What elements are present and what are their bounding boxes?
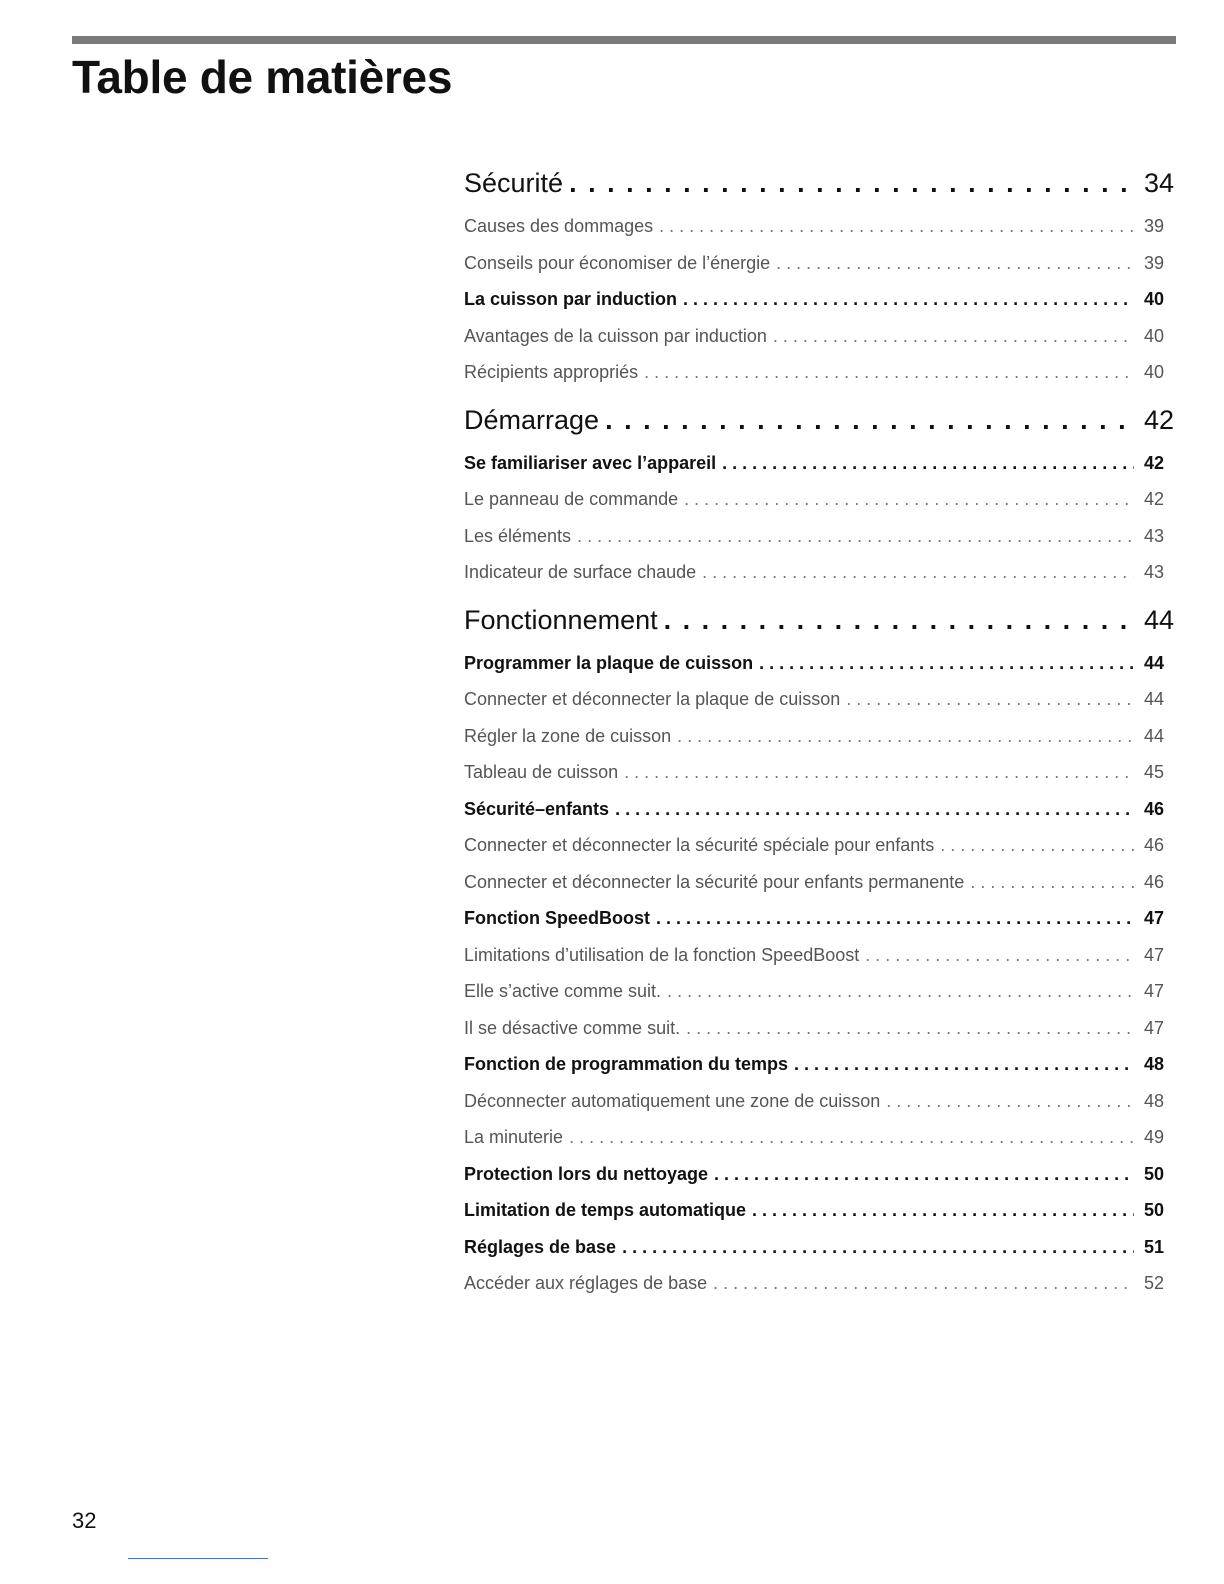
toc-section[interactable] xyxy=(464,164,1174,202)
toc-entry-label: Régler la zone de cuisson xyxy=(464,725,672,746)
dot-leader xyxy=(569,1119,1134,1156)
toc-entry-label: Récipients appropriés xyxy=(464,362,639,382)
dot-leader xyxy=(656,900,1134,937)
toc-entry-label: Programmer la plaque de cuisson xyxy=(464,652,754,673)
toc-subsection[interactable] xyxy=(464,900,1164,937)
dot-leader xyxy=(684,481,1134,518)
toc-entry-page: 45 xyxy=(1143,762,1164,782)
top-rule xyxy=(72,36,1176,44)
toc-subsection[interactable] xyxy=(464,645,1164,682)
toc-entry-label: Elle s’active comme suit. xyxy=(464,981,662,1001)
toc-entry[interactable] xyxy=(464,208,1164,245)
dot-leader xyxy=(794,1046,1134,1083)
toc-entry-page: 47 xyxy=(1143,908,1164,928)
dot-leader xyxy=(569,164,1134,202)
toc-entry[interactable] xyxy=(464,973,1164,1010)
toc-entry-page: 47 xyxy=(1143,1017,1164,1038)
dot-leader xyxy=(714,1156,1134,1193)
toc-entry-page: 40 xyxy=(1143,362,1164,382)
dot-leader xyxy=(605,401,1134,439)
dot-leader xyxy=(886,1083,1134,1120)
toc-subsection[interactable] xyxy=(464,1046,1164,1083)
toc-entry[interactable] xyxy=(464,1265,1164,1302)
toc-entry-label: Accéder aux réglages de base xyxy=(464,1273,708,1293)
toc-entry[interactable] xyxy=(464,827,1164,864)
toc-entry-page: 42 xyxy=(1143,452,1164,473)
toc-entry-page: 39 xyxy=(1143,216,1164,236)
toc-entry-page: 52 xyxy=(1143,1273,1164,1293)
toc-subsection[interactable] xyxy=(464,1229,1164,1266)
toc-entry-page: 47 xyxy=(1143,981,1164,1001)
toc-entry[interactable] xyxy=(464,864,1164,901)
toc-entry-label: La cuisson par induction xyxy=(464,289,678,309)
toc-entry-label: Les éléments xyxy=(464,525,572,546)
dot-leader xyxy=(865,937,1134,974)
dot-leader xyxy=(722,445,1134,482)
toc-subsection[interactable] xyxy=(464,791,1164,828)
toc-section[interactable] xyxy=(464,601,1174,639)
toc-entry-page: 42 xyxy=(1143,489,1164,509)
toc-entry-label: Fonction de programmation du temps xyxy=(464,1054,789,1074)
toc-entry-label: Causes des dommages xyxy=(464,216,654,236)
toc-entry-page: 42 xyxy=(1143,404,1174,435)
toc-entry-label: Connecter et déconnecter la sécurité spéciale pour enfants xyxy=(464,835,935,855)
dot-leader xyxy=(683,281,1134,318)
toc-entry-page: 48 xyxy=(1143,1090,1164,1111)
footer-line xyxy=(128,1558,268,1559)
dot-leader xyxy=(846,681,1134,718)
page-number: 32 xyxy=(72,1508,97,1533)
toc-entry[interactable] xyxy=(464,354,1164,391)
toc-entry-page: 44 xyxy=(1143,652,1164,673)
toc-entry-label: Démarrage xyxy=(464,404,600,435)
toc-entry[interactable] xyxy=(464,245,1164,282)
toc-entry-page: 39 xyxy=(1143,252,1164,273)
toc-entry-label: Déconnecter automatiquement une zone de cuisson xyxy=(464,1090,881,1111)
toc-entry[interactable] xyxy=(464,554,1164,591)
toc-entry[interactable] xyxy=(464,937,1164,974)
page-title: Table de matières xyxy=(72,51,453,103)
dot-leader xyxy=(677,718,1134,755)
dot-leader xyxy=(759,645,1134,682)
toc-entry-page: 50 xyxy=(1143,1163,1164,1184)
dot-leader xyxy=(940,827,1134,864)
toc-section[interactable] xyxy=(464,401,1174,439)
toc-entry-page: 46 xyxy=(1143,798,1164,819)
toc-entry-page: 46 xyxy=(1143,835,1164,855)
toc-entry-page: 46 xyxy=(1143,871,1164,892)
toc-entry-page: 47 xyxy=(1143,944,1164,965)
dot-leader xyxy=(970,864,1134,901)
toc-entry-label: Il se désactive comme suit. xyxy=(464,1017,681,1038)
toc-entry-page: 40 xyxy=(1143,289,1164,309)
toc-entry-page: 34 xyxy=(1143,168,1174,198)
toc-entry-page: 49 xyxy=(1143,1127,1164,1147)
toc-entry[interactable] xyxy=(464,718,1164,755)
toc-entry-page: 50 xyxy=(1143,1200,1164,1220)
toc-entry-label: Sécurité xyxy=(464,168,564,198)
toc-entry-page: 44 xyxy=(1143,689,1164,709)
dot-leader xyxy=(686,1010,1134,1047)
toc-entry-label: Se familiariser avec l’appareil xyxy=(464,452,717,473)
table-of-contents xyxy=(464,164,1174,1302)
toc-subsection[interactable] xyxy=(464,1192,1164,1229)
dot-leader xyxy=(624,754,1134,791)
toc-entry[interactable] xyxy=(464,1010,1164,1047)
toc-entry-label: Fonction SpeedBoost xyxy=(464,908,650,928)
toc-entry-label: Réglages de base xyxy=(464,1236,617,1257)
toc-entry[interactable] xyxy=(464,681,1164,718)
dot-leader xyxy=(615,791,1134,828)
toc-entry[interactable] xyxy=(464,1083,1164,1120)
toc-entry-label: Limitations d’utilisation de la fonction SpeedBoost xyxy=(464,944,860,965)
toc-entry-page: 43 xyxy=(1143,562,1164,582)
dot-leader xyxy=(713,1265,1134,1302)
dot-leader xyxy=(667,973,1134,1010)
dot-leader xyxy=(702,554,1134,591)
toc-entry-label: Protection lors du nettoyage xyxy=(464,1163,709,1184)
dot-leader xyxy=(776,245,1134,282)
dot-leader xyxy=(664,601,1134,639)
toc-entry-label: Le panneau de commande xyxy=(464,489,679,509)
toc-entry[interactable] xyxy=(464,481,1164,518)
toc-entry-label: Limitation de temps automatique xyxy=(464,1200,747,1220)
toc-entry-label: Sécurité–enfants xyxy=(464,798,610,819)
toc-entry-page: 44 xyxy=(1143,604,1174,635)
toc-entry-page: 40 xyxy=(1143,325,1164,346)
dot-leader xyxy=(773,318,1134,355)
toc-entry[interactable] xyxy=(464,754,1164,791)
toc-entry-page: 48 xyxy=(1143,1054,1164,1074)
toc-entry-page: 43 xyxy=(1143,525,1164,546)
toc-subsection[interactable] xyxy=(464,445,1164,482)
toc-entry[interactable] xyxy=(464,318,1164,355)
toc-entry[interactable] xyxy=(464,518,1164,555)
dot-leader xyxy=(659,208,1134,245)
toc-subsection[interactable] xyxy=(464,281,1164,318)
toc-entry-label: La minuterie xyxy=(464,1127,564,1147)
dot-leader xyxy=(622,1229,1134,1266)
toc-entry-label: Conseils pour économiser de l’énergie xyxy=(464,252,771,273)
toc-subsection[interactable] xyxy=(464,1156,1164,1193)
toc-entry-label: Avantages de la cuisson par induction xyxy=(464,325,767,346)
dot-leader xyxy=(644,354,1134,391)
toc-entry-label: Fonctionnement xyxy=(464,604,658,635)
toc-entry-label: Indicateur de surface chaude xyxy=(464,562,697,582)
dot-leader xyxy=(752,1192,1134,1229)
toc-entry-page: 51 xyxy=(1143,1236,1164,1257)
toc-entry-label: Connecter et déconnecter la plaque de cuisson xyxy=(464,689,841,709)
toc-entry-page: 44 xyxy=(1143,725,1164,746)
toc-entry[interactable] xyxy=(464,1119,1164,1156)
dot-leader xyxy=(577,518,1134,555)
toc-entry-label: Connecter et déconnecter la sécurité pour enfants permanente xyxy=(464,871,965,892)
toc-entry-label: Tableau de cuisson xyxy=(464,762,619,782)
